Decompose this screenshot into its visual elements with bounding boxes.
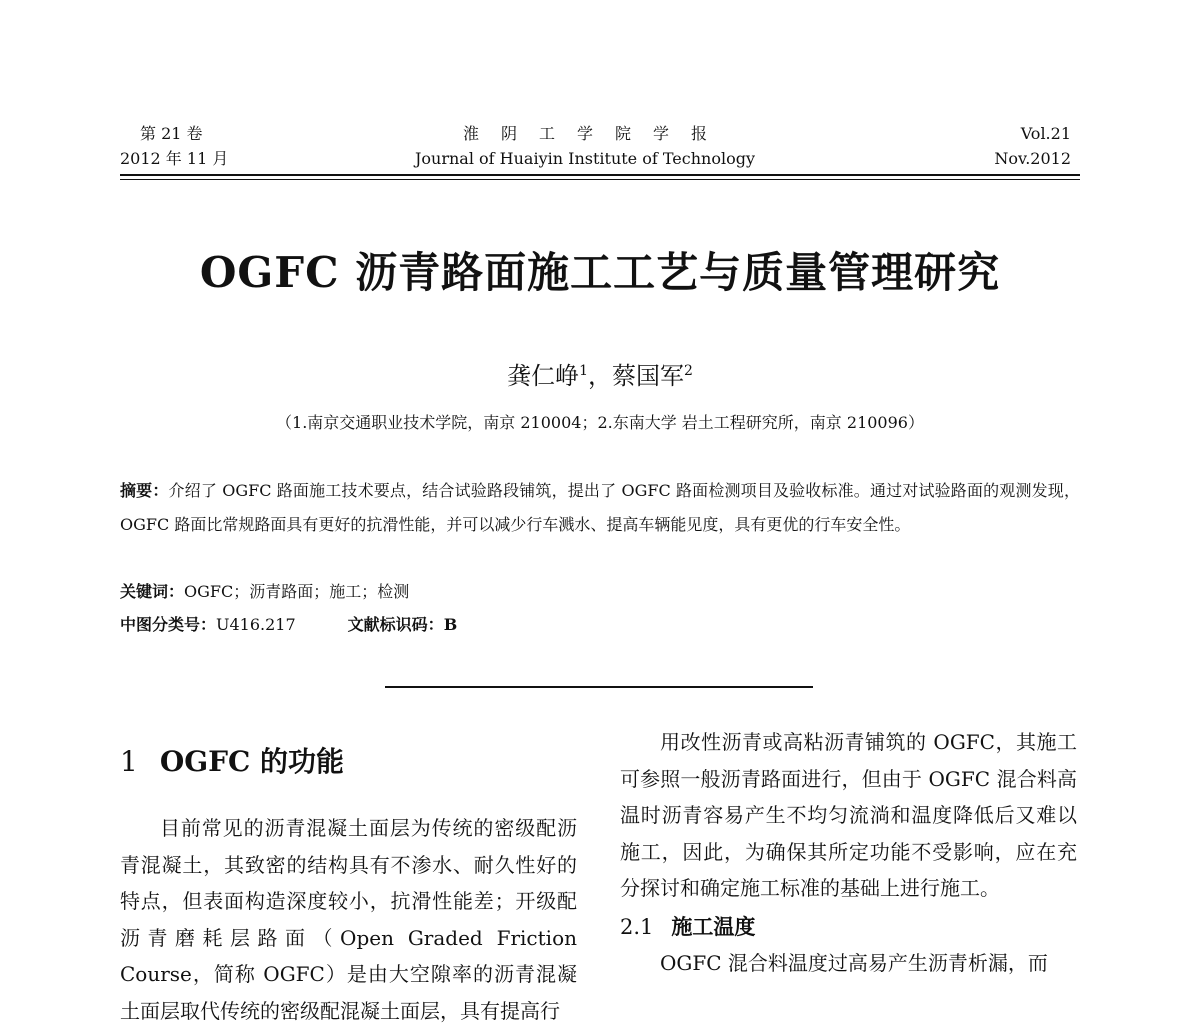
section-2-1-number: 2.1 bbox=[620, 914, 654, 939]
author-2-affil: 2 bbox=[684, 363, 693, 379]
abstract-label: 摘要： bbox=[120, 481, 169, 500]
volume-en: Vol.21 bbox=[1020, 124, 1071, 143]
header-center bbox=[380, 121, 790, 171]
header-left bbox=[120, 121, 228, 171]
right-paragraph-1: 用改性沥青或高粘沥青铺筑的 OGFC，其施工可参照一般沥青路面进行，但由于 OGFC 混合料高温时沥青容易产生不均匀流淌和温度降低后又难以施工，因此，为确保其所定功能不受影响，应在充分探讨和确定施工标准的基础上进行施工。 bbox=[620, 730, 1077, 900]
header-rule-thin bbox=[120, 179, 1080, 180]
header-rule-thick bbox=[120, 174, 1080, 176]
keywords-text: OGFC；沥青路面；施工；检测 bbox=[184, 582, 410, 601]
section-1-title: OGFC 的功能 bbox=[159, 745, 345, 778]
affiliations: （1.南京交通职业技术学院，南京 210004；2.东南大学 岩土工程研究所，南京 210096） bbox=[276, 413, 924, 432]
clc-value: U416.217 bbox=[216, 615, 296, 634]
doc-code-label: 文献标识码： bbox=[347, 615, 444, 634]
doc-code-value: B bbox=[443, 615, 458, 634]
keywords bbox=[120, 575, 1080, 609]
abstract bbox=[120, 474, 1080, 542]
authors bbox=[0, 356, 1200, 391]
paper-title: OGFC 沥青路面施工工艺与质量管理研究 bbox=[199, 248, 1001, 297]
left-column bbox=[120, 810, 577, 1029]
header-right bbox=[994, 121, 1071, 171]
volume-label: 第 21 卷 bbox=[140, 124, 203, 143]
keywords-label: 关键词： bbox=[120, 582, 185, 601]
issue-date: 2012 年 11 月 bbox=[120, 149, 229, 168]
author-separator: ， bbox=[588, 362, 612, 390]
right-paragraph-2: OGFC 混合料温度过高易产生沥青析漏，而 bbox=[660, 951, 1048, 975]
journal-name-en: Journal of Huaiyin Institute of Technology bbox=[414, 149, 756, 168]
author-1-affil: 1 bbox=[579, 363, 588, 379]
abstract-text: 介绍了 OGFC 路面施工技术要点，结合试验路段铺筑，提出了 OGFC 路面检测项目及验收标准。通过对试验路面的观测发现，OGFC 路面比常规路面具有更好的抗滑性能，并可以减少行车溅水、提高车辆能见度，具有更优的行车安全性。 bbox=[120, 481, 1080, 534]
journal-name-cn: 淮阴工学院学报 bbox=[462, 124, 729, 143]
section-1-paragraph: 目前常见的沥青混凝土面层为传统的密级配沥青混凝土，其致密的结构具有不渗水、耐久性好的特点，但表面构造深度较小，抗滑性能差；开级配沥青磨耗层路面（Open Graded Friction Course，简称 OGFC）是由大空隙率的沥青混凝土面层取代传统的密级配混凝土面层，具有提高行 bbox=[120, 816, 577, 1023]
author-1: 龚仁峥 bbox=[507, 362, 580, 390]
right-column bbox=[620, 724, 1077, 982]
section-2-1-title: 施工温度 bbox=[671, 913, 756, 939]
abstract-divider bbox=[385, 686, 813, 688]
section-1-heading bbox=[120, 740, 344, 780]
clc-label: 中图分类号： bbox=[120, 615, 217, 634]
classification bbox=[120, 608, 1080, 642]
section-1-number: 1 bbox=[120, 745, 138, 778]
section-2-1-heading bbox=[620, 909, 1077, 946]
issue-date-en: Nov.2012 bbox=[994, 149, 1071, 168]
author-2: 蔡国军 bbox=[612, 362, 684, 390]
